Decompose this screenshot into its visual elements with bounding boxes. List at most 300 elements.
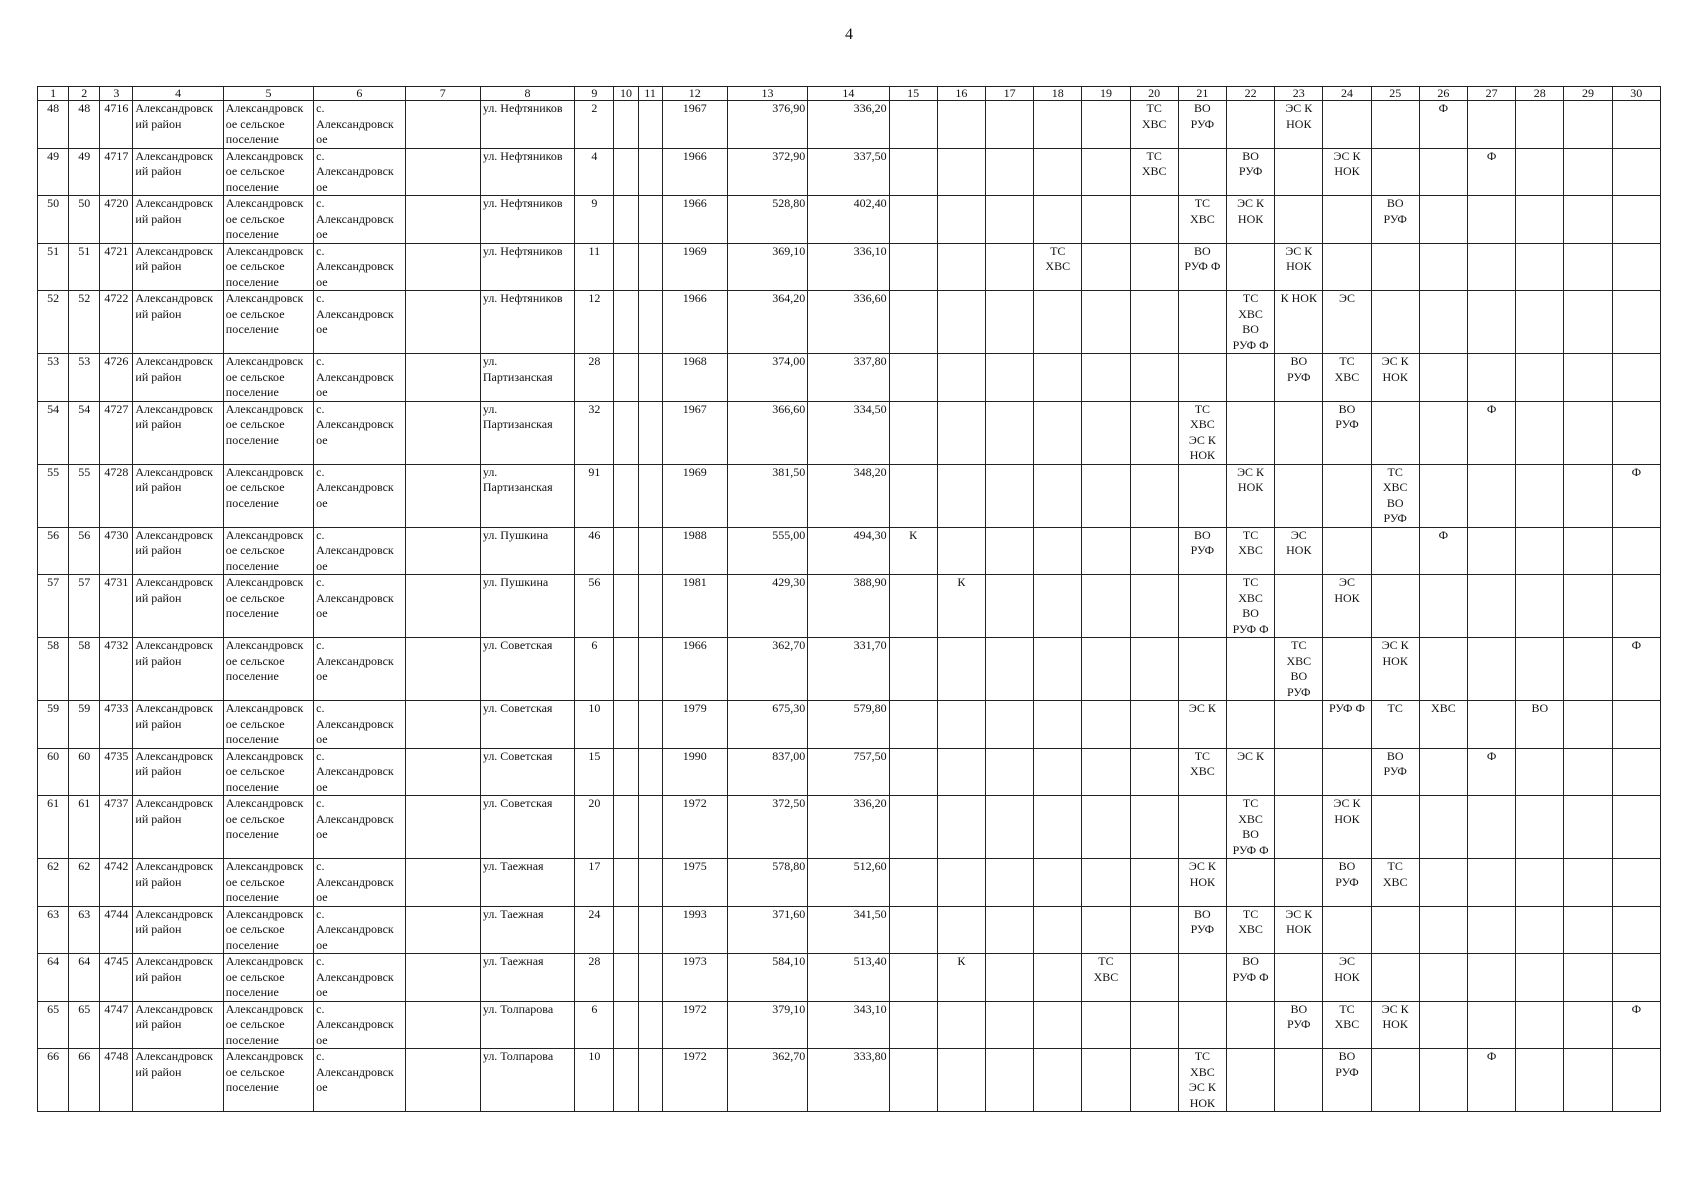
table-cell: ВО РУФ bbox=[1275, 354, 1323, 402]
table-cell bbox=[1371, 575, 1419, 638]
table-cell bbox=[1612, 243, 1660, 291]
table-cell: ТС ХВС bbox=[1178, 196, 1226, 244]
table-cell bbox=[1323, 527, 1371, 575]
table-cell: К bbox=[937, 954, 985, 1002]
table-cell bbox=[1612, 859, 1660, 907]
table-cell: Александровск ое сельское поселение bbox=[223, 638, 313, 701]
table-cell bbox=[1034, 196, 1082, 244]
table-cell bbox=[1516, 906, 1564, 954]
table-cell: Александровск ий район bbox=[133, 638, 223, 701]
table-cell bbox=[1612, 354, 1660, 402]
table-cell bbox=[937, 243, 985, 291]
table-cell bbox=[638, 354, 662, 402]
table-cell bbox=[1564, 638, 1612, 701]
table-cell bbox=[1130, 906, 1178, 954]
table-cell: ЭС К НОК bbox=[1178, 859, 1226, 907]
table-cell bbox=[889, 954, 937, 1002]
column-header: 9 bbox=[575, 87, 614, 101]
table-row bbox=[38, 1049, 1661, 1112]
table-cell: 1988 bbox=[662, 527, 727, 575]
table-cell bbox=[1323, 638, 1371, 701]
table-cell bbox=[1612, 148, 1660, 196]
table-cell bbox=[1034, 638, 1082, 701]
table-cell: Ф bbox=[1468, 748, 1516, 796]
table-cell bbox=[1516, 859, 1564, 907]
table-cell: 555,00 bbox=[727, 527, 807, 575]
table-cell: 1973 bbox=[662, 954, 727, 1002]
table-cell: 374,00 bbox=[727, 354, 807, 402]
table-cell: 494,30 bbox=[808, 527, 889, 575]
table-cell bbox=[1371, 243, 1419, 291]
table-cell bbox=[638, 148, 662, 196]
table-cell: ул. Нефтяников bbox=[480, 291, 574, 354]
table-cell: 63 bbox=[69, 906, 100, 954]
table-cell bbox=[1564, 243, 1612, 291]
table-cell: 48 bbox=[69, 101, 100, 149]
table-cell: ул. Нефтяников bbox=[480, 148, 574, 196]
table-cell bbox=[1419, 859, 1467, 907]
table-cell bbox=[1419, 748, 1467, 796]
table-cell bbox=[1082, 464, 1130, 527]
table-cell: 60 bbox=[69, 748, 100, 796]
table-cell: 91 bbox=[575, 464, 614, 527]
column-header: 17 bbox=[985, 87, 1033, 101]
table-cell bbox=[889, 638, 937, 701]
table-cell bbox=[638, 748, 662, 796]
column-header: 3 bbox=[100, 87, 133, 101]
table-cell bbox=[1419, 575, 1467, 638]
table-cell bbox=[985, 748, 1033, 796]
table-cell: 52 bbox=[38, 291, 69, 354]
table-cell: 28 bbox=[575, 354, 614, 402]
table-cell: с. Александровск ое bbox=[314, 101, 405, 149]
table-cell: 4733 bbox=[100, 701, 133, 749]
table-cell: 1972 bbox=[662, 1049, 727, 1112]
table-cell: ул. Советская bbox=[480, 748, 574, 796]
table-cell: с. Александровск ое bbox=[314, 906, 405, 954]
table-cell: ВО РУФ bbox=[1178, 101, 1226, 149]
table-cell: 348,20 bbox=[808, 464, 889, 527]
table-cell bbox=[1082, 796, 1130, 859]
table-cell: 51 bbox=[38, 243, 69, 291]
table-cell bbox=[889, 701, 937, 749]
table-cell: ЭС К bbox=[1178, 701, 1226, 749]
table-cell bbox=[1082, 638, 1130, 701]
table-cell: Александровск ое сельское поселение bbox=[223, 354, 313, 402]
table-cell: Александровск ий район bbox=[133, 354, 223, 402]
table-cell: Ф bbox=[1468, 1049, 1516, 1112]
table-cell bbox=[1130, 401, 1178, 464]
table-cell bbox=[1034, 575, 1082, 638]
table-cell bbox=[1516, 1001, 1564, 1049]
table-cell bbox=[1516, 748, 1564, 796]
table-row bbox=[38, 148, 1661, 196]
table-cell: ул. Советская bbox=[480, 796, 574, 859]
table-row bbox=[38, 859, 1661, 907]
table-cell bbox=[1371, 101, 1419, 149]
table-cell: 4720 bbox=[100, 196, 133, 244]
table-cell: 50 bbox=[69, 196, 100, 244]
table-cell bbox=[1226, 101, 1274, 149]
table-cell bbox=[937, 1049, 985, 1112]
table-cell bbox=[937, 527, 985, 575]
table-cell bbox=[1130, 196, 1178, 244]
table-cell bbox=[1612, 291, 1660, 354]
table-cell bbox=[889, 243, 937, 291]
table-cell: Александровск ий район bbox=[133, 954, 223, 1002]
table-cell bbox=[1564, 748, 1612, 796]
table-cell: 53 bbox=[69, 354, 100, 402]
table-cell bbox=[1564, 701, 1612, 749]
table-cell: 6 bbox=[575, 1001, 614, 1049]
table-cell: ТС ХВС ВО РУФ Ф bbox=[1226, 796, 1274, 859]
table-cell bbox=[1516, 148, 1564, 196]
table-cell: с. Александровск ое bbox=[314, 748, 405, 796]
table-row bbox=[38, 527, 1661, 575]
table-cell: с. Александровск ое bbox=[314, 196, 405, 244]
column-header: 24 bbox=[1323, 87, 1371, 101]
table-cell bbox=[1082, 291, 1130, 354]
table-cell: ВО РУФ bbox=[1371, 196, 1419, 244]
table-cell: 2 bbox=[575, 101, 614, 149]
table-cell: ТС ХВС bbox=[1034, 243, 1082, 291]
table-cell bbox=[1275, 575, 1323, 638]
table-cell: 62 bbox=[38, 859, 69, 907]
table-cell bbox=[1130, 243, 1178, 291]
table-cell bbox=[1275, 796, 1323, 859]
table-cell: ТС ХВС bbox=[1323, 354, 1371, 402]
table-cell: 49 bbox=[38, 148, 69, 196]
table-cell: ЭС К НОК bbox=[1371, 638, 1419, 701]
table-cell: 56 bbox=[38, 527, 69, 575]
table-cell: 366,60 bbox=[727, 401, 807, 464]
table-cell bbox=[889, 1049, 937, 1112]
table-cell: 429,30 bbox=[727, 575, 807, 638]
table-cell bbox=[937, 401, 985, 464]
table-cell: Ф bbox=[1612, 464, 1660, 527]
table-cell bbox=[1419, 1049, 1467, 1112]
table-cell: Александровск ий район bbox=[133, 906, 223, 954]
table-cell: 362,70 bbox=[727, 1049, 807, 1112]
page-number: 4 bbox=[845, 26, 853, 43]
table-cell bbox=[614, 196, 638, 244]
table-cell: 336,10 bbox=[808, 243, 889, 291]
table-cell: ул. Пушкина bbox=[480, 527, 574, 575]
table-cell: Ф bbox=[1419, 527, 1467, 575]
table-cell bbox=[985, 638, 1033, 701]
table-cell: ЭС К НОК bbox=[1275, 101, 1323, 149]
table-row bbox=[38, 1001, 1661, 1049]
table-cell bbox=[1034, 748, 1082, 796]
table-cell: ЭС bbox=[1323, 291, 1371, 354]
table-cell: 60 bbox=[38, 748, 69, 796]
table-cell bbox=[1419, 954, 1467, 1002]
table-cell bbox=[405, 954, 480, 1002]
table-cell bbox=[1082, 906, 1130, 954]
table-row bbox=[38, 906, 1661, 954]
table-cell bbox=[1516, 101, 1564, 149]
table-cell: Александровск ое сельское поселение bbox=[223, 243, 313, 291]
table-cell bbox=[1034, 796, 1082, 859]
table-cell bbox=[638, 1001, 662, 1049]
table-cell bbox=[1130, 954, 1178, 1002]
table-cell: ХВС bbox=[1419, 701, 1467, 749]
table-cell bbox=[1178, 638, 1226, 701]
table-cell bbox=[985, 243, 1033, 291]
table-cell bbox=[1612, 796, 1660, 859]
table-row bbox=[38, 748, 1661, 796]
table-cell: 50 bbox=[38, 196, 69, 244]
table-cell: 9 bbox=[575, 196, 614, 244]
table-cell: 4 bbox=[575, 148, 614, 196]
table-cell: 4716 bbox=[100, 101, 133, 149]
table-cell: ЭС НОК bbox=[1323, 575, 1371, 638]
table-cell bbox=[1178, 796, 1226, 859]
table-cell: ВО bbox=[1516, 701, 1564, 749]
table-cell bbox=[1564, 954, 1612, 1002]
table-cell bbox=[889, 401, 937, 464]
column-header: 5 bbox=[223, 87, 313, 101]
table-cell bbox=[1371, 148, 1419, 196]
table-cell: ЭС НОК bbox=[1275, 527, 1323, 575]
table-cell bbox=[1323, 101, 1371, 149]
table-cell: с. Александровск ое bbox=[314, 1001, 405, 1049]
table-cell bbox=[614, 101, 638, 149]
table-cell: Александровск ий район bbox=[133, 196, 223, 244]
table-cell bbox=[1612, 1049, 1660, 1112]
table-cell: 528,80 bbox=[727, 196, 807, 244]
table-cell bbox=[889, 464, 937, 527]
table-cell bbox=[937, 464, 985, 527]
table-cell: с. Александровск ое bbox=[314, 638, 405, 701]
table-cell bbox=[985, 1001, 1033, 1049]
table-cell bbox=[1419, 243, 1467, 291]
column-header: 20 bbox=[1130, 87, 1178, 101]
column-header: 30 bbox=[1612, 87, 1660, 101]
table-cell bbox=[614, 1001, 638, 1049]
table-cell bbox=[1612, 748, 1660, 796]
table-cell: ТС ХВС bbox=[1323, 1001, 1371, 1049]
column-header: 28 bbox=[1516, 87, 1564, 101]
table-cell bbox=[1564, 464, 1612, 527]
table-cell: 54 bbox=[38, 401, 69, 464]
table-cell: ВО РУФ bbox=[1323, 859, 1371, 907]
column-header: 12 bbox=[662, 87, 727, 101]
table-cell: Александровск ий район bbox=[133, 859, 223, 907]
table-cell: РУФ Ф bbox=[1323, 701, 1371, 749]
table-cell: ЭС К bbox=[1226, 748, 1274, 796]
table-cell: 4747 bbox=[100, 1001, 133, 1049]
table-cell bbox=[985, 401, 1033, 464]
table-cell bbox=[889, 796, 937, 859]
table-cell bbox=[614, 796, 638, 859]
table-cell bbox=[1034, 906, 1082, 954]
table-cell bbox=[614, 701, 638, 749]
table-cell bbox=[889, 354, 937, 402]
table-cell: 6 bbox=[575, 638, 614, 701]
table-cell bbox=[1130, 291, 1178, 354]
table-cell bbox=[1275, 1049, 1323, 1112]
table-cell: с. Александровск ое bbox=[314, 401, 405, 464]
table-cell bbox=[1516, 954, 1564, 1002]
table-cell: с. Александровск ое bbox=[314, 796, 405, 859]
table-cell bbox=[985, 101, 1033, 149]
table-cell: ТС ХВС ВО РУФ Ф bbox=[1226, 291, 1274, 354]
table-cell: 512,60 bbox=[808, 859, 889, 907]
table-cell bbox=[614, 354, 638, 402]
table-cell bbox=[1082, 1001, 1130, 1049]
table-cell bbox=[937, 859, 985, 907]
table-cell: ул. Партизанская bbox=[480, 464, 574, 527]
table-cell bbox=[1130, 1049, 1178, 1112]
table-cell bbox=[1612, 401, 1660, 464]
table-cell bbox=[937, 701, 985, 749]
table-cell bbox=[1371, 401, 1419, 464]
table-cell: 837,00 bbox=[727, 748, 807, 796]
table-cell: К НОК bbox=[1275, 291, 1323, 354]
table-cell: 1981 bbox=[662, 575, 727, 638]
table-cell bbox=[1226, 1049, 1274, 1112]
table-cell bbox=[1468, 906, 1516, 954]
table-cell: 46 bbox=[575, 527, 614, 575]
table-cell bbox=[1034, 954, 1082, 1002]
table-cell bbox=[1082, 1049, 1130, 1112]
table-cell bbox=[1226, 1001, 1274, 1049]
table-cell bbox=[1034, 701, 1082, 749]
table-cell: 65 bbox=[69, 1001, 100, 1049]
table-cell: Александровск ое сельское поселение bbox=[223, 401, 313, 464]
table-row bbox=[38, 401, 1661, 464]
table-cell bbox=[1516, 354, 1564, 402]
table-cell: 1979 bbox=[662, 701, 727, 749]
table-cell: 1972 bbox=[662, 1001, 727, 1049]
table-cell bbox=[405, 1049, 480, 1112]
table-cell: ЭС К НОК bbox=[1275, 906, 1323, 954]
table-cell: 4732 bbox=[100, 638, 133, 701]
table-cell bbox=[1323, 243, 1371, 291]
table-cell bbox=[1612, 701, 1660, 749]
table-cell bbox=[1468, 101, 1516, 149]
table-cell: с. Александровск ое bbox=[314, 464, 405, 527]
table-cell: Александровск ий район bbox=[133, 101, 223, 149]
table-cell: 1990 bbox=[662, 748, 727, 796]
table-cell bbox=[1082, 575, 1130, 638]
table-cell: Александровск ий район bbox=[133, 1049, 223, 1112]
table-cell: Ф bbox=[1612, 638, 1660, 701]
table-cell bbox=[614, 748, 638, 796]
table-cell bbox=[1082, 859, 1130, 907]
table-cell: ул. Нефтяников bbox=[480, 243, 574, 291]
table-cell: Александровск ое сельское поселение bbox=[223, 575, 313, 638]
table-cell bbox=[1516, 464, 1564, 527]
table-cell: 4728 bbox=[100, 464, 133, 527]
table-cell: 1969 bbox=[662, 464, 727, 527]
table-cell bbox=[1034, 401, 1082, 464]
table-cell bbox=[889, 748, 937, 796]
table-cell bbox=[1034, 1001, 1082, 1049]
table-cell: с. Александровск ое bbox=[314, 354, 405, 402]
table-cell: ТС ХВС ВО РУФ Ф bbox=[1226, 575, 1274, 638]
column-header: 7 bbox=[405, 87, 480, 101]
table-cell: Александровск ий район bbox=[133, 401, 223, 464]
table-cell: ВО РУФ bbox=[1178, 906, 1226, 954]
table-cell: 337,50 bbox=[808, 148, 889, 196]
table-cell bbox=[1371, 906, 1419, 954]
table-cell bbox=[638, 906, 662, 954]
table-cell: 1968 bbox=[662, 354, 727, 402]
table-cell bbox=[1034, 859, 1082, 907]
table-cell bbox=[1226, 401, 1274, 464]
column-number-row bbox=[38, 87, 1661, 101]
table-cell: 4727 bbox=[100, 401, 133, 464]
table-cell bbox=[889, 859, 937, 907]
table-cell: 57 bbox=[69, 575, 100, 638]
table-cell bbox=[937, 796, 985, 859]
table-cell bbox=[1275, 748, 1323, 796]
table-cell: 61 bbox=[38, 796, 69, 859]
table-cell: 32 bbox=[575, 401, 614, 464]
table-cell: с. Александровск ое bbox=[314, 701, 405, 749]
table-cell: 48 bbox=[38, 101, 69, 149]
column-header: 18 bbox=[1034, 87, 1082, 101]
table-cell: ул. Советская bbox=[480, 638, 574, 701]
table-cell bbox=[1468, 243, 1516, 291]
table-cell bbox=[1419, 906, 1467, 954]
table-cell: Александровск ий район bbox=[133, 701, 223, 749]
table-cell bbox=[1564, 1001, 1612, 1049]
table-cell bbox=[1564, 1049, 1612, 1112]
table-cell bbox=[638, 196, 662, 244]
table-cell: ТС ХВС bbox=[1178, 748, 1226, 796]
table-cell bbox=[1082, 148, 1130, 196]
table-cell bbox=[937, 196, 985, 244]
table-cell bbox=[985, 464, 1033, 527]
table-cell: Ф bbox=[1468, 148, 1516, 196]
table-cell: 58 bbox=[38, 638, 69, 701]
table-cell bbox=[1130, 701, 1178, 749]
table-cell bbox=[1516, 575, 1564, 638]
table-cell: 28 bbox=[575, 954, 614, 1002]
table-cell bbox=[985, 701, 1033, 749]
table-cell bbox=[405, 527, 480, 575]
table-cell: 1966 bbox=[662, 638, 727, 701]
table-cell bbox=[937, 1001, 985, 1049]
table-cell: 336,20 bbox=[808, 101, 889, 149]
table-cell bbox=[638, 101, 662, 149]
table-cell: 372,90 bbox=[727, 148, 807, 196]
column-header: 8 bbox=[480, 87, 574, 101]
table-cell: 4742 bbox=[100, 859, 133, 907]
table-cell: 59 bbox=[38, 701, 69, 749]
table-row bbox=[38, 638, 1661, 701]
table-cell bbox=[1371, 796, 1419, 859]
table-cell: ЭС К НОК bbox=[1371, 1001, 1419, 1049]
table-cell: Александровск ое сельское поселение bbox=[223, 796, 313, 859]
table-cell: ВО РУФ bbox=[1323, 1049, 1371, 1112]
table-cell bbox=[1419, 291, 1467, 354]
table-cell bbox=[638, 401, 662, 464]
table-cell: Александровск ое сельское поселение bbox=[223, 859, 313, 907]
table-cell: 675,30 bbox=[727, 701, 807, 749]
table-cell: 4717 bbox=[100, 148, 133, 196]
table-cell: 1975 bbox=[662, 859, 727, 907]
column-header: 25 bbox=[1371, 87, 1419, 101]
table-cell bbox=[1130, 354, 1178, 402]
table-cell bbox=[405, 575, 480, 638]
column-header: 1 bbox=[38, 87, 69, 101]
table-cell bbox=[1034, 354, 1082, 402]
table-cell bbox=[1371, 527, 1419, 575]
